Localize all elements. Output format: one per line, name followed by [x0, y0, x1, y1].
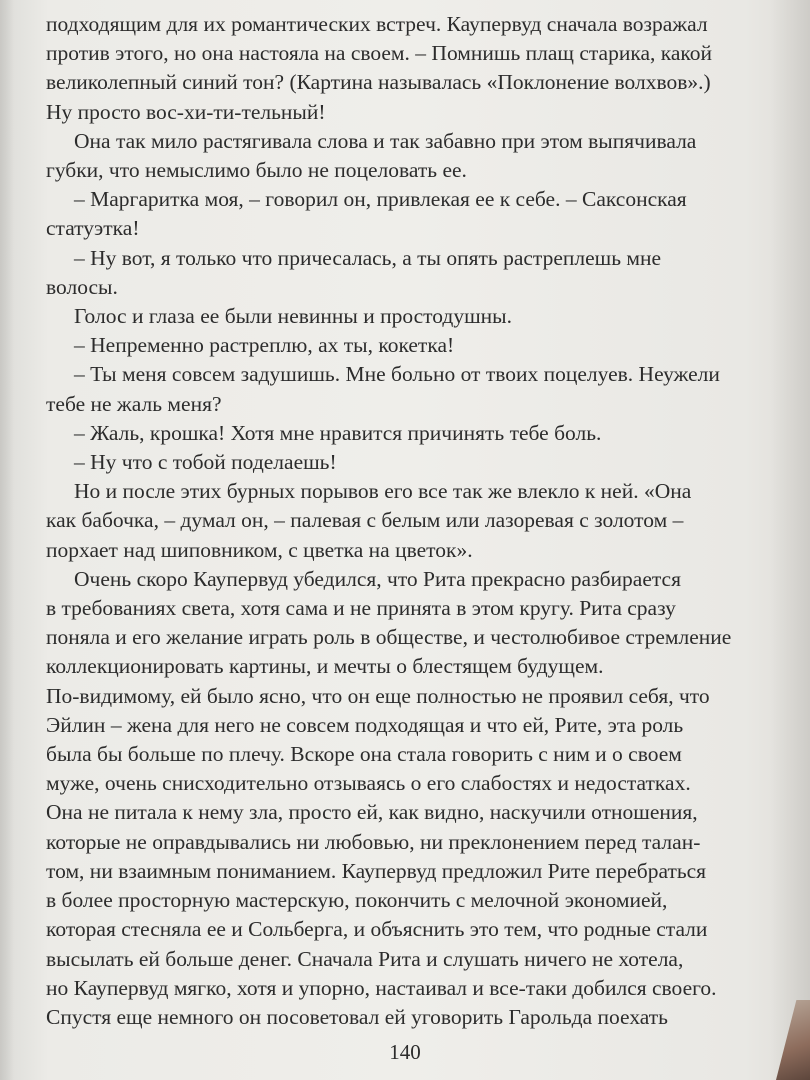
text-line: том, ни взаимным пониманием. Каупервуд предложил Рите перебраться: [46, 858, 707, 883]
text-line: Голос и глаза ее были невинны и простодушны.: [74, 304, 512, 329]
text-line: Но и после этих бурных порывов его все так же влекло к ней. «Она: [74, 479, 692, 504]
text-line: в требованиях света, хотя сама и не принята в этом кругу. Рита сразу: [46, 596, 676, 621]
text-line: порхает над шиповником, с цветка на цветок».: [46, 537, 473, 562]
text-line: Эйлин – жена для него не совсем подходящая и что ей, Рите, эта роль: [46, 712, 684, 737]
text-line: как бабочка, – думал он, – палевая с белым или лазоревая с золотом –: [46, 508, 684, 533]
text-line: но Каупервуд мягко, хотя и упорно, настаивал и все-таки добился своего.: [46, 975, 717, 1000]
page-right-edge-shadow: [770, 0, 810, 1080]
text-line: – Непременно растреплю, ах ты, кокетка!: [74, 333, 455, 358]
text-line: Она так мило растягивала слова и так забавно при этом выпячивала: [74, 128, 697, 153]
text-line: Ну просто вос-хи-ти-тельный!: [46, 99, 326, 124]
text-line: волосы.: [46, 274, 118, 299]
text-line: статуэтка!: [46, 216, 140, 241]
text-line: коллекционировать картины, и мечты о блестящем будущем.: [46, 654, 604, 679]
page-text-block: [46, 10, 746, 1032]
text-line: муже, очень снисходительно отзываясь о его слабостях и недостатках.: [46, 771, 691, 796]
text-line: тебе не жаль меня?: [46, 391, 222, 416]
text-line: – Жаль, крошка! Хотя мне нравится причинять тебе боль.: [74, 420, 602, 445]
text-line: – Ну что с тобой поделаешь!: [74, 450, 337, 475]
page-left-edge-shadow: [0, 0, 14, 1080]
text-line: которые не оправдывались ни любовью, ни преклонением перед талан-: [46, 829, 701, 854]
text-line: высылать ей больше денег. Сначала Рита и слушать ничего не хотела,: [46, 946, 684, 971]
text-line: Спустя еще немного он посоветовал ей уговорить Гарольда поехать: [46, 1004, 668, 1029]
text-line: против этого, но она настояла на своем. – Помнишь плащ старика, какой: [46, 41, 713, 66]
text-line: – Маргаритка моя, – говорил он, привлекая ее к себе. – Саксонская: [74, 187, 687, 212]
text-line: Очень скоро Каупервуд убедился, что Рита прекрасно разбирается: [74, 566, 681, 591]
text-line: – Ты меня совсем задушишь. Мне больно от твоих поцелуев. Неужели: [74, 362, 720, 387]
text-line: в более просторную мастерскую, покончить с мелочной экономией,: [46, 888, 668, 913]
text-line: великолепный синий тон? (Картина называлась «Поклонение волхвов».): [46, 70, 711, 95]
text-line: губки, что немыслимо было не поцеловать ее.: [46, 158, 467, 183]
text-line: Она не питала к нему зла, просто ей, как видно, наскучили отношения,: [46, 800, 698, 825]
text-line: подходящим для их романтических встреч. Каупервуд сначала возражал: [46, 12, 708, 36]
text-line: которая стесняла ее и Сольберга, и объяснить это тем, что родные стали: [46, 917, 708, 942]
text-line: По-видимому, ей было ясно, что он еще полностью не проявил себя, что: [46, 683, 710, 708]
text-line: поняла и его желание играть роль в обществе, и честолюбивое стремление: [46, 625, 732, 650]
text-line: была бы больше по плечу. Вскоре она стала говорить с ним и о своем: [46, 742, 682, 767]
page-number: 140: [389, 1040, 421, 1064]
text-line: – Ну вот, я только что причесалась, а ты опять растреплешь мне: [74, 245, 662, 270]
